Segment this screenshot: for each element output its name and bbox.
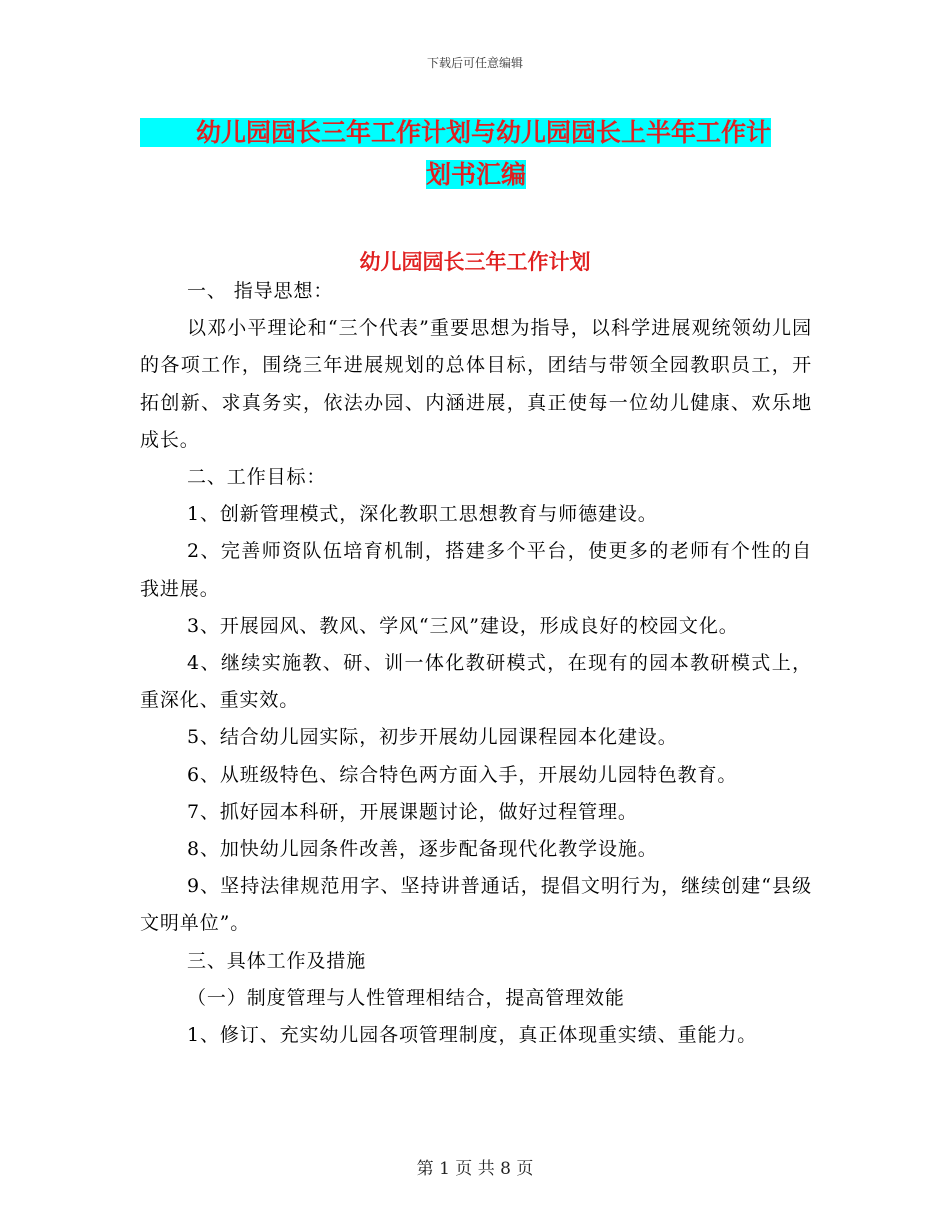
heading-work-goals: 二、工作目标： [187,466,327,489]
goal-item-2: 2、完善师资队伍培育机制，搭建多个平台，使更多的老师有个性的自我进展。 [140,540,812,600]
goal-item-1: 1、创新管理模式，深化教职工思想教育与师德建设。 [187,503,658,526]
measure-item-1: 1、修订、充实幼儿园各项管理制度，真正体现重实绩、重能力。 [187,1024,758,1047]
paragraph-guiding-ideology: 以邓小平理论和“三个代表”重要思想为指导，以科学进展观统领幼儿园的各项工作，围绕三年进展规划的总体目标，团结与带领全园教职员工，开拓创新、求真务实，依法办园、内涵进展，真正使每一位幼儿健康、欢乐地成长。 [140,317,812,451]
header-note: 下载后可任意编辑 [426,56,523,70]
goal-item-5: 5、结合幼儿园实际，初步开展幼儿园课程园本化建设。 [187,726,678,749]
document-title-line-1 [140,113,812,149]
goal-item-4: 4、继续实施教、研、训一体化教研模式，在现有的园本教研模式上，重深化、重实效。 [140,652,812,712]
document-body [140,273,812,1054]
document-title-text-1: 幼儿园园长三年工作计划与幼儿园园长上半年工作计 [140,118,771,147]
goal-item-6: 6、从班级特色、综合特色两方面入手，开展幼儿园特色教育。 [187,763,738,786]
page-footer: 第 1 页 共 8 页 [416,1159,534,1179]
goal-item-7: 7、抓好园本科研，开展课题讨论，做好过程管理。 [187,800,638,823]
goal-item-9: 9、坚持法律规范用字、坚持讲普通话，提倡文明行为，继续创建“县级文明单位”。 [140,875,812,935]
section-title: 幼儿园园长三年工作计划 [359,250,591,274]
heading-guiding-ideology: 一、 指导思想： [187,280,334,302]
goal-item-3: 3、开展园风、教风、学风“三风”建设，形成良好的校园文化。 [187,614,739,637]
subheading-management: （一）制度管理与人性管理相结合，提高管理效能 [187,986,625,1009]
document-title-line-2 [140,155,812,191]
goal-item-8: 8、加快幼儿园条件改善，逐步配备现代化教学设施。 [187,838,658,861]
document-title-text-2: 划书汇编 [425,160,526,189]
heading-specific-measures: 三、具体工作及措施 [187,949,367,972]
